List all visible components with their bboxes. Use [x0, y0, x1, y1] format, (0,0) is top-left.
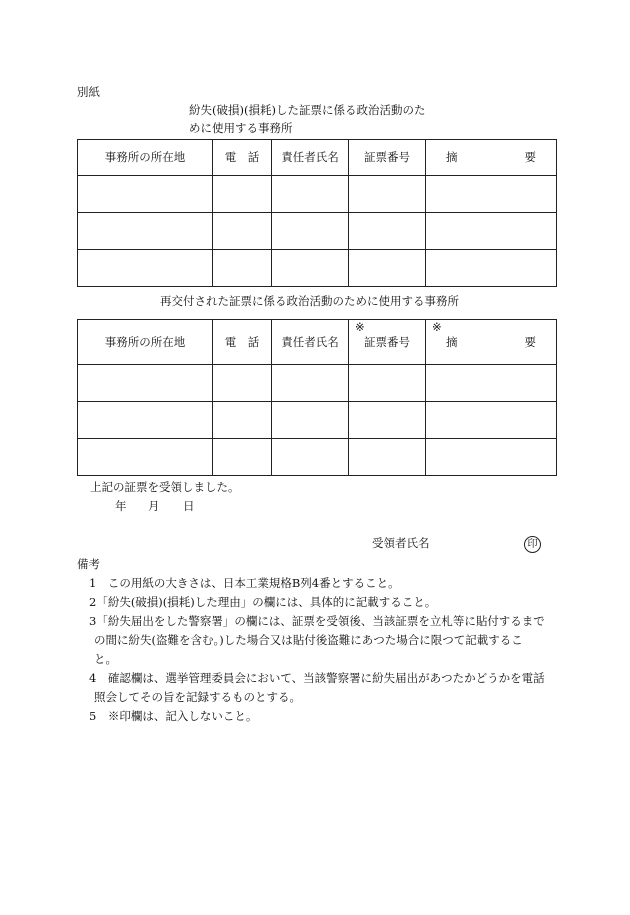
- cell-number[interactable]: [349, 176, 426, 213]
- header-summary-b: 要: [524, 334, 536, 349]
- cell-person[interactable]: [272, 439, 349, 476]
- cell-number[interactable]: [349, 402, 426, 439]
- header-address: 事務所の所在地: [78, 320, 213, 365]
- cell-person[interactable]: [272, 365, 349, 402]
- header-phone: 電 話: [213, 140, 272, 176]
- header-address: 事務所の所在地: [78, 140, 213, 176]
- header-summary-a: 摘: [446, 150, 458, 165]
- header-number-label: 証票番号: [364, 334, 410, 349]
- table-row: [78, 176, 557, 213]
- cell-summary[interactable]: [426, 402, 557, 439]
- note-4-line-2: 照会してその旨を記録するものとする。: [94, 690, 301, 704]
- header-number: 証票番号: [349, 140, 426, 176]
- header-summary-b: 要: [524, 150, 536, 165]
- cell-number[interactable]: [349, 439, 426, 476]
- title-line-2: めに使用する事務所: [189, 121, 293, 135]
- table-row: [78, 213, 557, 250]
- cell-phone[interactable]: [213, 365, 272, 402]
- cell-summary[interactable]: [426, 176, 557, 213]
- cell-address[interactable]: [78, 365, 213, 402]
- header-person: 責任者氏名: [272, 320, 349, 365]
- note-2: 2「紛失(破損)(損耗)した理由」の欄には、具体的に記載すること。: [89, 595, 437, 609]
- cell-person[interactable]: [272, 402, 349, 439]
- cell-address[interactable]: [78, 213, 213, 250]
- table-row: [78, 365, 557, 402]
- cell-phone[interactable]: [213, 439, 272, 476]
- table-row: [78, 402, 557, 439]
- cell-summary[interactable]: [426, 365, 557, 402]
- note-1: 1 この用紙の大きさは、日本工業規格B列4番とすること。: [89, 576, 400, 590]
- note-3-line-1: 3「紛失届出をした警察署」の欄には、証票を受領後、当該証票を立札等に貼付するまで: [89, 614, 545, 628]
- reissued-certificate-office-table: [77, 319, 557, 476]
- note-4-line-1: 4 確認欄は、選挙管理委員会において、当該警察署に紛失届出があつたかどうかを電話: [89, 671, 545, 685]
- section-subtitle: 再交付された証票に係る政治活動のために使用する事務所: [160, 294, 459, 308]
- cell-person[interactable]: [272, 250, 349, 287]
- cell-address[interactable]: [78, 176, 213, 213]
- receiver-name-label: 受領者氏名: [372, 536, 430, 550]
- header-phone: 電 話: [213, 320, 272, 365]
- cell-phone[interactable]: [213, 402, 272, 439]
- cell-person[interactable]: [272, 176, 349, 213]
- reference-mark: ※: [355, 320, 365, 334]
- cell-number[interactable]: [349, 213, 426, 250]
- date-month: 月: [148, 499, 160, 513]
- cell-summary[interactable]: [426, 213, 557, 250]
- note-5: 5 ※印欄は、記入しないこと。: [89, 709, 258, 723]
- cell-summary[interactable]: [426, 439, 557, 476]
- table-header-row: [78, 140, 557, 176]
- cell-summary[interactable]: [426, 250, 557, 287]
- remarks-heading: 備考: [77, 557, 100, 571]
- cell-phone[interactable]: [213, 213, 272, 250]
- page-title: [189, 101, 425, 137]
- table-row: [78, 250, 557, 287]
- header-summary: [426, 140, 557, 176]
- cell-phone[interactable]: [213, 250, 272, 287]
- reference-mark: ※: [432, 320, 442, 334]
- table-header-row: [78, 320, 557, 365]
- cell-number[interactable]: [349, 250, 426, 287]
- date-year: 年: [115, 499, 127, 513]
- note-3-line-3: と。: [94, 652, 117, 666]
- note-3-line-2: の間に紛失(盗難を含む。)した場合又は貼付後盗難にあつた場合に限つて記載するこ: [94, 633, 523, 647]
- received-statement: 上記の証票を受領しました。: [90, 480, 240, 494]
- cell-number[interactable]: [349, 365, 426, 402]
- lost-certificate-office-table: [77, 139, 557, 287]
- header-summary: [426, 320, 557, 365]
- cell-address[interactable]: [78, 402, 213, 439]
- header-number: [349, 320, 426, 365]
- table-row: [78, 439, 557, 476]
- cell-address[interactable]: [78, 439, 213, 476]
- title-line-1: 紛失(破損)(損耗)した証票に係る政治活動のた: [189, 103, 426, 117]
- cell-address[interactable]: [78, 250, 213, 287]
- annex-label: 別紙: [77, 85, 100, 99]
- header-summary-a: 摘: [446, 334, 458, 349]
- date-day: 日: [183, 499, 195, 513]
- seal-mark: 印: [524, 536, 541, 553]
- cell-phone[interactable]: [213, 176, 272, 213]
- header-person: 責任者氏名: [272, 140, 349, 176]
- cell-person[interactable]: [272, 213, 349, 250]
